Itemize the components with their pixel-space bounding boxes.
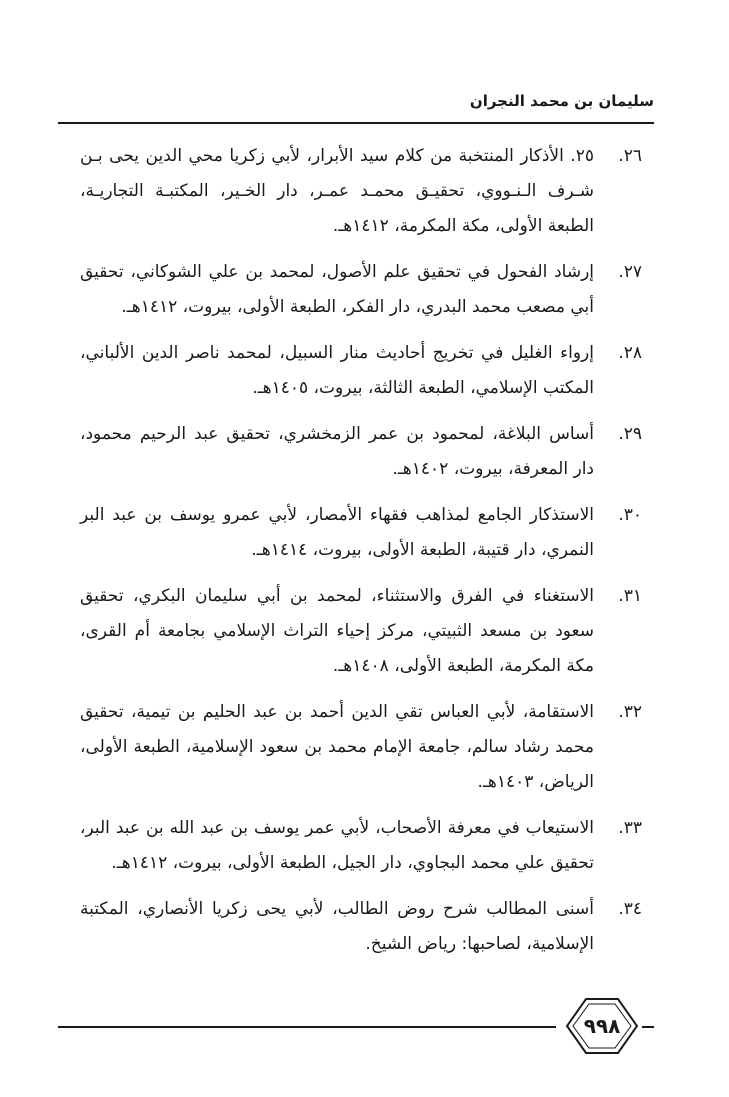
reference-text: أسنى المطالب شرح روض الطالب، لأبي يحى زكريا الأنصاري، المكتبة الإسلامية، لصاحبها: رياض الشيخ. bbox=[80, 899, 594, 954]
page-number-badge bbox=[564, 996, 640, 1056]
reference-item bbox=[80, 892, 642, 962]
reference-number: ٣٤. bbox=[618, 899, 642, 919]
reference-item bbox=[80, 498, 642, 568]
reference-item bbox=[80, 417, 642, 487]
page-footer bbox=[58, 996, 654, 1056]
header-rule bbox=[58, 122, 654, 124]
page-number: ٩٩٨ bbox=[583, 1014, 621, 1038]
reference-number: ٢٧. bbox=[618, 262, 642, 282]
reference-text: إرشاد الفحول في تحقيق علم الأصول، لمحمد بن علي الشوكاني، تحقيق أبي مصعب محمد البدري، دار الفكر، الطبعة الأولى، بيروت، ١٤١٢هـ. bbox=[80, 262, 594, 317]
reference-item bbox=[80, 139, 642, 244]
reference-number: ٢٦. bbox=[618, 146, 642, 166]
reference-item bbox=[80, 811, 642, 881]
reference-text: الاستيعاب في معرفة الأصحاب، لأبي عمر يوسف بن عبد الله بن عبد البر، تحقيق علي محمد البجاوي، دار الجيل، الطبعة الأولى، بيروت، ١٤١٢هـ. bbox=[80, 818, 594, 873]
reference-number: ٣١. bbox=[618, 586, 642, 606]
reference-number: ٣٣. bbox=[618, 818, 642, 838]
reference-text: ٢٥. الأذكار المنتخبة من كلام سيد الأبرار، لأبي زكريا محي الدين يحى بـن شـرف الـنـووي، تحقيـق محمـد عمـر، دار الخـير، المكتبـة التجاريـة، الطبعة الأولى، مكة المكرمة، ١٤١٢هـ. bbox=[80, 146, 594, 236]
reference-text: الاستذكار الجامع لمذاهب فقهاء الأمصار، لأبي عمرو يوسف بن عبد البر النمري، دار قتيبة، الطبعة الأولى، بيروت، ١٤١٤هـ. bbox=[80, 505, 594, 560]
running-header-author: سليمان بن محمد النجران bbox=[469, 92, 654, 110]
reference-number: ٣٢. bbox=[618, 702, 642, 722]
reference-number: ٢٨. bbox=[618, 343, 642, 363]
reference-item bbox=[80, 695, 642, 800]
footer-rule-left bbox=[58, 1026, 556, 1028]
reference-item bbox=[80, 579, 642, 684]
reference-text: الاستغناء في الفرق والاستثناء، لمحمد بن أبي سليمان البكري، تحقيق سعود بن مسعد الثبيتي، مركز إحياء التراث الإسلامي بجامعة أم القرى، مكة المكرمة، الطبعة الأولى، ١٤٠٨هـ. bbox=[80, 586, 594, 676]
reference-text: أساس البلاغة، لمحمود بن عمر الزمخشري، تحقيق عبد الرحيم محمود، دار المعرفة، بيروت، ١٤٠٢هـ. bbox=[80, 424, 594, 479]
reference-list bbox=[80, 139, 642, 973]
reference-item bbox=[80, 255, 642, 325]
reference-item bbox=[80, 336, 642, 406]
reference-text: الاستقامة، لأبي العباس تقي الدين أحمد بن عبد الحليم بن تيمية، تحقيق محمد رشاد سالم، جامعة الإمام محمد بن سعود الإسلامية، الطبعة الأولى، الرياض، ١٤٠٣هـ. bbox=[80, 702, 594, 792]
reference-number: ٢٩. bbox=[618, 424, 642, 444]
reference-number: ٣٠. bbox=[618, 505, 642, 525]
reference-text: إرواء الغليل في تخريج أحاديث منار السبيل، لمحمد ناصر الدين الألباني، المكتب الإسلامي، الطبعة الثالثة، بيروت، ١٤٠٥هـ. bbox=[80, 343, 594, 398]
running-header bbox=[58, 92, 654, 124]
footer-rule-right bbox=[642, 1026, 654, 1028]
